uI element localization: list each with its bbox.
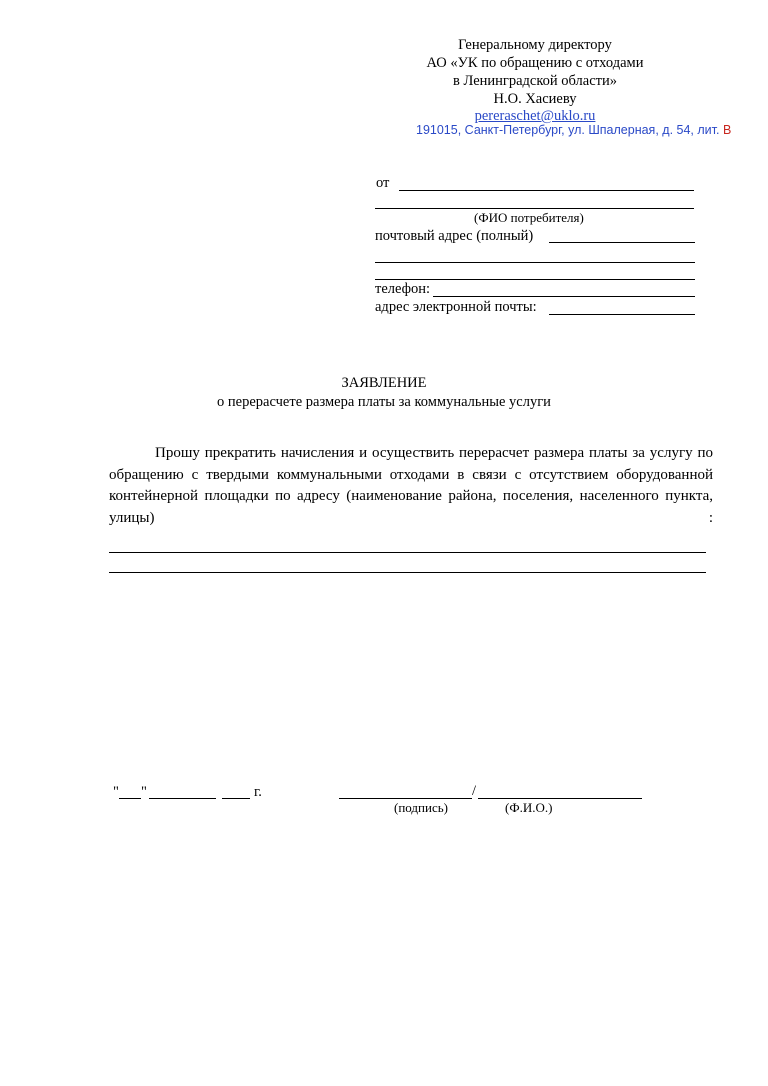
postal-address-fill-line-1[interactable] [549, 242, 695, 243]
postal-address-fill-line-3[interactable] [375, 279, 695, 280]
postal-address-label: почтовый адрес (полный) [375, 228, 534, 244]
date-year-fill-line[interactable] [222, 798, 250, 799]
addressee-email-link[interactable]: pereraschet@uklo.ru [474, 108, 596, 124]
date-quote-close: " [141, 784, 147, 800]
document-subtitle: о перерасчете размера платы за коммунальные услуги [217, 394, 551, 410]
date-quote-open: " [113, 784, 119, 800]
addressee-postal-address [416, 123, 731, 137]
date-month-fill-line[interactable] [149, 798, 216, 799]
email-fill-line[interactable] [549, 314, 695, 315]
from-fill-line[interactable] [399, 190, 694, 191]
postal-address-letter: В [722, 123, 732, 137]
signature-fio-fill-line[interactable] [478, 798, 642, 799]
postal-address-main: 191015, Санкт-Петербург, ул. Шпалерная, д. 54, лит. [416, 123, 720, 137]
address-fill-line-1[interactable] [109, 552, 706, 553]
from-label: от [376, 175, 390, 191]
addressee-name: Н.О. Хасиеву [493, 91, 577, 107]
phone-label: телефон: [375, 281, 431, 297]
date-day-fill-line[interactable] [119, 798, 141, 799]
postal-address-fill-line-2[interactable] [375, 262, 695, 263]
addressee-line-3: в Ленинградской области» [452, 73, 618, 89]
signature-caption: (подпись) [394, 800, 448, 815]
signature-separator: / [472, 783, 477, 799]
address-fill-line-2[interactable] [109, 572, 706, 573]
addressee-line-2: АО «УК по обращению с отходами [426, 55, 644, 71]
phone-fill-line[interactable] [433, 296, 695, 297]
signature-fill-line[interactable] [339, 798, 472, 799]
document-title: ЗАЯВЛЕНИЕ [341, 375, 427, 391]
date-year-suffix: г. [254, 784, 262, 800]
signature-fio-caption: (Ф.И.О.) [505, 800, 553, 815]
fio-caption: (ФИО потребителя) [474, 210, 584, 225]
addressee-line-1: Генеральному директору [458, 37, 612, 53]
fio-fill-line[interactable] [375, 208, 694, 209]
request-paragraph: Прошу прекратить начисления и осуществить перерасчет размера платы за услугу по обращению с твердыми коммунальными отходами в связи с отсутствием оборудованной контейнерной площадки по адресу (наименование района, поселения, населенного пункта, улицы) : [109, 445, 713, 526]
email-label: адрес электронной почты: [375, 299, 537, 315]
